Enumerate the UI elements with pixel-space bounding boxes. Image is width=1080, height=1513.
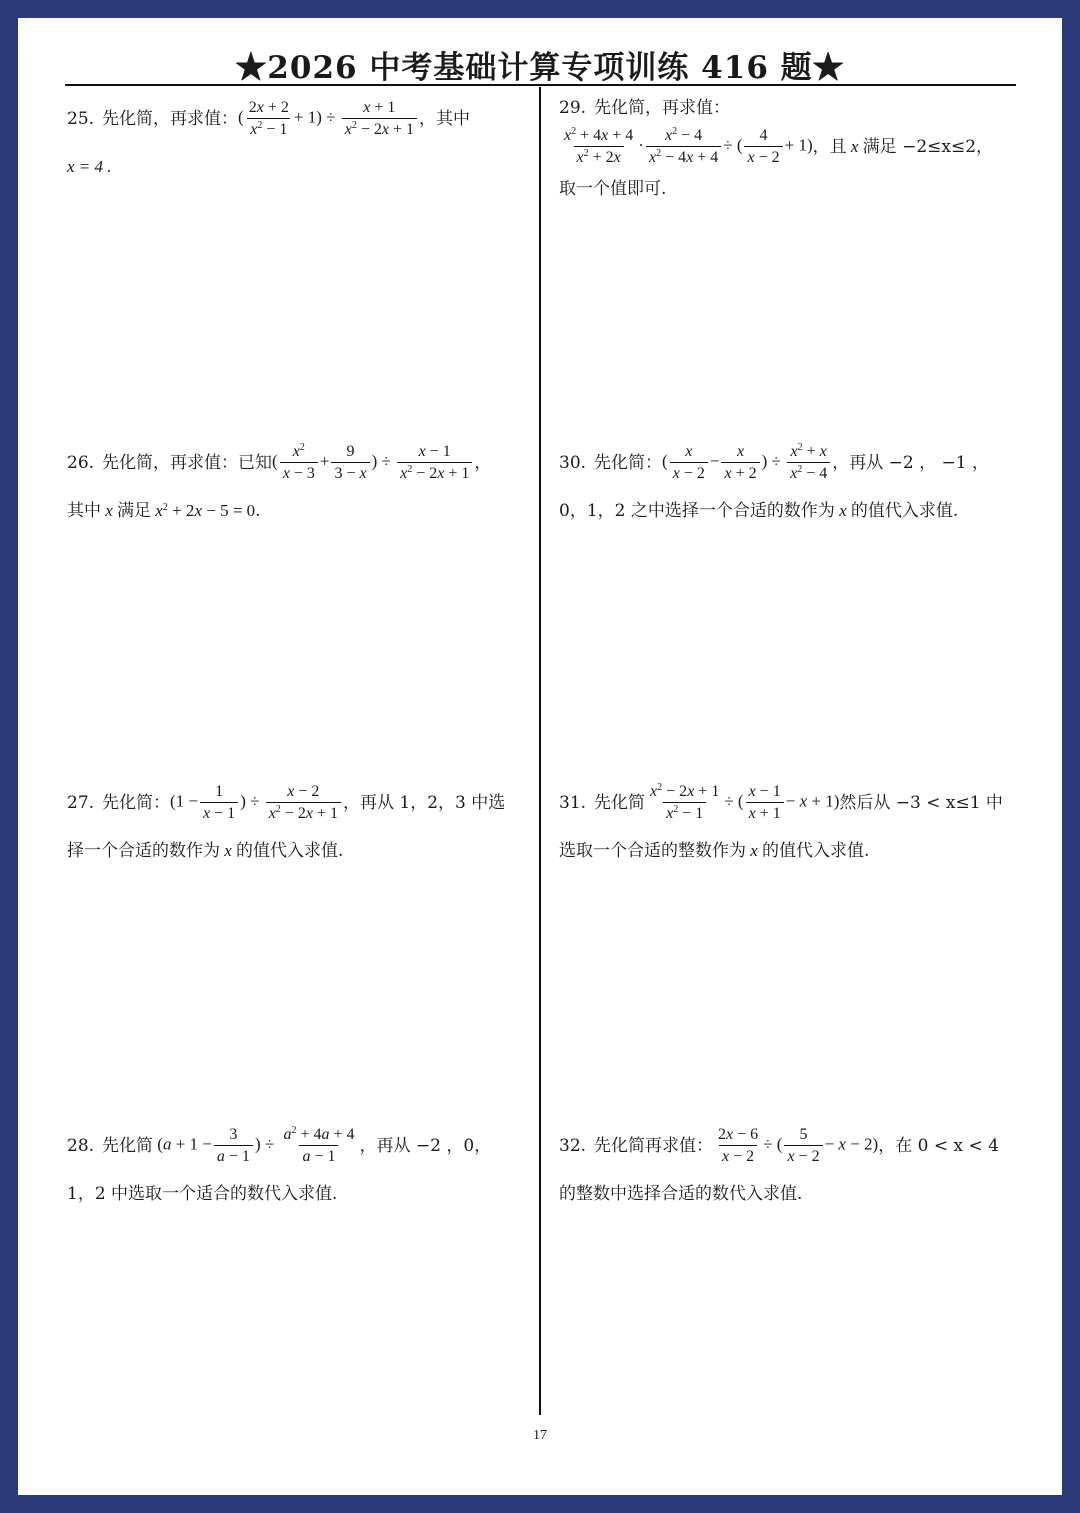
fraction: $\frac{x + 1}{x^2 - 2x + 1}$ (342, 98, 417, 139)
text: 的值代入求值. (850, 501, 959, 521)
problem-tail: ，再从 1，2，3 中选 (342, 792, 506, 813)
text: 0，1，2 之中选择一个合适的数作为 (559, 501, 835, 521)
column-divider (539, 87, 541, 1415)
text: 满足 (117, 501, 152, 521)
problem-29-line-2 (559, 126, 1019, 167)
problem-prompt: 先化简，再求值： (594, 98, 731, 118)
fraction: $\frac{a^2 + 4a + 4}{a - 1}$ (283, 1125, 355, 1165)
fraction: $\frac{x^2 + 4x + 4}{x^2 + 2x}$ (564, 126, 634, 166)
problem-number: 30. (559, 452, 587, 473)
problem-25 (67, 98, 527, 177)
problem-tail: ，再从 −2 ，0， (359, 1135, 492, 1156)
fraction: $\frac{x - 1}{x + 1}$ (746, 782, 784, 823)
problem-29-line-3: 取一个值即可. (559, 179, 667, 199)
problem-prompt: 先化简再求值： (594, 1135, 714, 1156)
problem-25-line-1 (67, 98, 527, 139)
problem-28 (67, 1125, 527, 1204)
fraction: $\frac{4}{x - 2}$ (744, 126, 782, 167)
page-number: 17 (533, 1428, 547, 1443)
fraction: $\frac{2x - 6}{x - 2}$ (718, 1126, 759, 1165)
problem-27-line-1 (67, 782, 527, 823)
problem-32-line-2: 的整数中选择合适的数代入求值. (559, 1184, 803, 1204)
fraction: $\frac{x^2 - 4}{x^2 - 4x + 4}$ (646, 126, 721, 167)
problem-30 (559, 442, 1019, 521)
text: 其中 (67, 501, 101, 521)
expression: ( $\frac{x}{x - 2}$ − $\frac{x}{x + 2}$ ) ÷ $\frac{x^2 + x}{x^2 - 4}$ (662, 442, 832, 483)
problem-27-line-2 (67, 841, 527, 861)
text: 的值代入求值. (762, 841, 870, 861)
fraction: $\frac{x - 2}{x^2 - 2x + 1}$ (266, 782, 341, 823)
text: 的值代入求值. (236, 841, 344, 861)
fraction: $\frac{1}{x - 1}$ (200, 782, 238, 823)
expression: $\frac{2x - 6}{x - 2}$ ÷ ( $\frac{5}{x - 2}$ − x − 2) (713, 1125, 878, 1166)
problem-31 (559, 782, 1019, 861)
expression: (a + 1 − $\frac{3}{a - 1}$ ) ÷ $\frac{a^2 + 4a + 4}{a - 1}$ (153, 1125, 359, 1166)
variable-x: x (746, 841, 763, 860)
problem-prompt: 先化简，再求值：已知 (102, 452, 273, 473)
problem-29 (559, 98, 1019, 199)
problem-25-line-2: x = 4 . (67, 157, 112, 176)
text: 选取一个合适的整数作为 (559, 841, 746, 861)
problem-tail: ，再从 −2 ， −1 ， (832, 452, 989, 473)
expression: ( $\frac{x^2}{x - 3}$ + $\frac{9}{3 - x}$ ) ÷ $\frac{x - 1}{x^2 - 2x + 1}$ (272, 442, 474, 483)
page-title: ★2026 中考基础计算专项训练 416 题★ (235, 50, 845, 86)
problem-26-line-2 (67, 501, 527, 521)
problem-30-line-1 (559, 442, 1019, 483)
problem-31-line-2 (559, 841, 1019, 861)
problem-28-line-1 (67, 1125, 527, 1166)
expression: (1 − $\frac{1}{x - 1}$ ) ÷ $\frac{x - 2}{x^2 - 2x + 1}$ (170, 782, 343, 823)
problem-number: 26. (67, 452, 95, 473)
problem-number: 29. (559, 98, 587, 118)
fraction: $\frac{3}{a - 1}$ (214, 1125, 253, 1166)
fraction: $\frac{9}{3 - x}$ (331, 442, 369, 483)
variable-x: x (834, 501, 851, 520)
problem-number: 32. (559, 1135, 587, 1156)
problem-number: 31. (559, 792, 587, 813)
problem-prompt: 先化简 (594, 792, 646, 813)
variable-x: x (220, 841, 237, 860)
title-underline (65, 84, 1016, 86)
problem-prompt: 先化简： (594, 452, 663, 473)
problem-32-line-1 (559, 1125, 1019, 1166)
problem-26-line-1 (67, 442, 527, 483)
variable-x: x (846, 136, 863, 156)
fraction: $\frac{x}{x - 2}$ (670, 442, 708, 483)
expression: ( $\frac{2x + 2}{x^2 - 1}$ + 1) ÷ $\frac{x + 1}{x^2 - 2x + 1}$ (238, 98, 419, 139)
problem-tail: 然后从 −3 < x≤1 中 (839, 792, 1003, 813)
fraction: $\frac{2x + 2}{x^2 - 1}$ (248, 99, 289, 138)
problem-27 (67, 782, 527, 861)
problem-29-line-1 (559, 98, 1019, 118)
problem-30-line-2 (559, 501, 1019, 521)
problem-tail: ， (474, 452, 492, 473)
problem-prompt: 先化简 (102, 1135, 154, 1156)
fraction: $\frac{x}{x + 2}$ (721, 442, 759, 483)
problem-31-line-1 (559, 782, 1019, 823)
problem-tail: ，其中 (418, 108, 470, 129)
fraction: $\frac{x^2 - 2x + 1}{x^2 - 1}$ (650, 782, 720, 822)
equation: $x^2 + 2x - 5 = 0$ (155, 501, 256, 520)
problem-tail-condition: 满足 −2≤x≤2， (862, 136, 994, 157)
text: . (255, 501, 261, 521)
worksheet-page (18, 18, 1062, 1495)
problem-tail: ，在 0 < x < 4 (878, 1135, 999, 1156)
fraction: $\frac{x^2 + x}{x^2 - 4}$ (787, 442, 830, 483)
fraction: $\frac{x - 1}{x^2 - 2x + 1}$ (397, 442, 472, 483)
problem-26 (67, 442, 527, 521)
problem-number: 27. (67, 792, 95, 813)
problem-prompt: 先化简： (102, 792, 171, 813)
expression: $\frac{x^2 - 2x + 1}{x^2 - 1}$ ÷ ( $\frac{x - 1}{x + 1}$ − x + 1) (645, 782, 839, 823)
variable-x: x (101, 501, 118, 520)
problem-number: 25. (67, 108, 95, 129)
problem-prompt: 先化简，再求值： (102, 108, 239, 129)
problem-28-line-2: 1，2 中选取一个适合的数代入求值. (67, 1184, 338, 1204)
problem-32 (559, 1125, 1019, 1204)
expression: $\frac{x^2 + 4x + 4}{x^2 + 2x}$ · $\frac{x^2 - 4}{x^2 - 4x + 4}$ ÷ ( $\frac{4}{x - 2}$ + 1) (559, 126, 813, 167)
text: 择一个合适的数作为 (67, 841, 220, 861)
problem-number: 28. (67, 1135, 95, 1156)
problem-tail: ，且 (812, 136, 847, 157)
fraction: $\frac{5}{x - 2}$ (784, 1125, 822, 1166)
fraction: $\frac{x^2}{x - 3}$ (280, 442, 318, 483)
